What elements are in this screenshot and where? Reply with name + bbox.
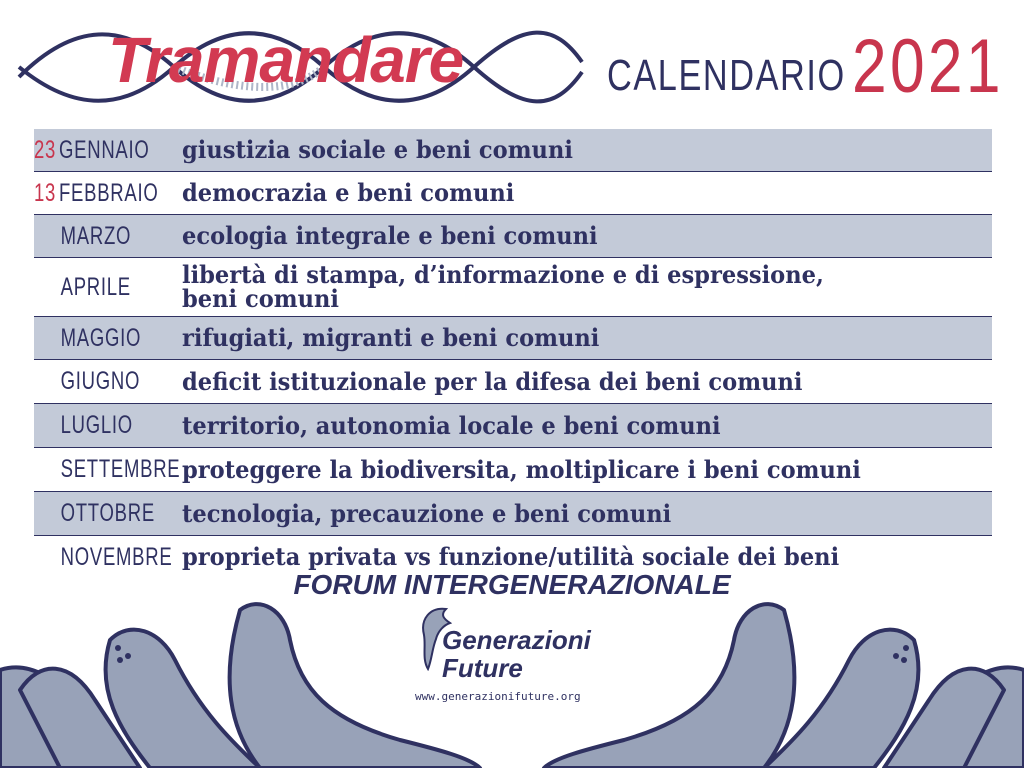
table-row bbox=[34, 360, 992, 404]
row-date bbox=[34, 324, 144, 353]
organization-url[interactable]: www.generazionifuture.org bbox=[415, 690, 581, 703]
organization-name-line: Future bbox=[442, 653, 523, 683]
row-topic: deficit istituzionale per la difesa dei beni comuni bbox=[182, 366, 803, 396]
row-month: GENNAIO bbox=[59, 135, 150, 164]
row-month: MAGGIO bbox=[60, 323, 142, 352]
row-date bbox=[34, 411, 144, 440]
row-topic: democrazia e beni comuni bbox=[182, 178, 515, 207]
row-date bbox=[34, 499, 155, 528]
table-row bbox=[34, 448, 992, 492]
table-row bbox=[34, 172, 992, 215]
row-topic: tecnologia, precauzione e beni comuni bbox=[182, 498, 672, 528]
table-row bbox=[34, 404, 992, 448]
row-topic bbox=[182, 260, 824, 313]
row-date bbox=[34, 542, 173, 572]
row-date bbox=[34, 367, 144, 396]
logo-text: Tramandare bbox=[108, 24, 464, 96]
row-topic-line: libertà di stampa, d’informazione e di espressione, bbox=[182, 260, 824, 289]
row-topic: ecologia integrale e beni comuni bbox=[182, 221, 598, 250]
row-month: APRILE bbox=[60, 272, 131, 301]
row-month: SETTEMBRE bbox=[60, 455, 181, 483]
row-topic: proprieta privata vs funzione/utilità sociale dei beni bbox=[182, 542, 840, 571]
row-date bbox=[34, 178, 159, 208]
table-row bbox=[34, 215, 992, 258]
schedule-table bbox=[34, 129, 992, 578]
row-topic: giustizia sociale e beni comuni bbox=[182, 135, 573, 164]
row-month: LUGLIO bbox=[60, 411, 133, 439]
row-date bbox=[34, 273, 144, 302]
row-day: 13 bbox=[34, 178, 57, 207]
row-topic: territorio, autonomia locale e beni comuni bbox=[182, 410, 721, 440]
table-row bbox=[34, 258, 992, 317]
row-date bbox=[34, 222, 144, 251]
table-row bbox=[34, 129, 992, 172]
row-month: OTTOBRE bbox=[60, 499, 155, 527]
forum-title: FORUM INTERGENERAZIONALE bbox=[293, 569, 731, 600]
row-month: NOVEMBRE bbox=[60, 542, 173, 571]
row-topic: rifugiati, migranti e beni comuni bbox=[182, 323, 600, 352]
table-row bbox=[34, 317, 992, 360]
calendar-label: CALENDARIO bbox=[607, 51, 846, 100]
row-month: GIUGNO bbox=[60, 367, 141, 395]
row-month: FEBBRAIO bbox=[59, 178, 159, 207]
row-month: MARZO bbox=[60, 221, 132, 250]
organization-name bbox=[442, 626, 591, 682]
row-date bbox=[34, 455, 181, 484]
row-date bbox=[34, 135, 150, 165]
header bbox=[0, 0, 1024, 125]
organization-name-line: Generazioni bbox=[442, 625, 591, 655]
row-topic: proteggere la biodiversita, moltiplicare i beni comuni bbox=[182, 454, 861, 484]
calendar-year: 2021 bbox=[852, 24, 1004, 109]
table-row bbox=[34, 492, 992, 536]
row-topic-line: beni comuni bbox=[182, 284, 339, 313]
row-day: 23 bbox=[34, 135, 57, 164]
